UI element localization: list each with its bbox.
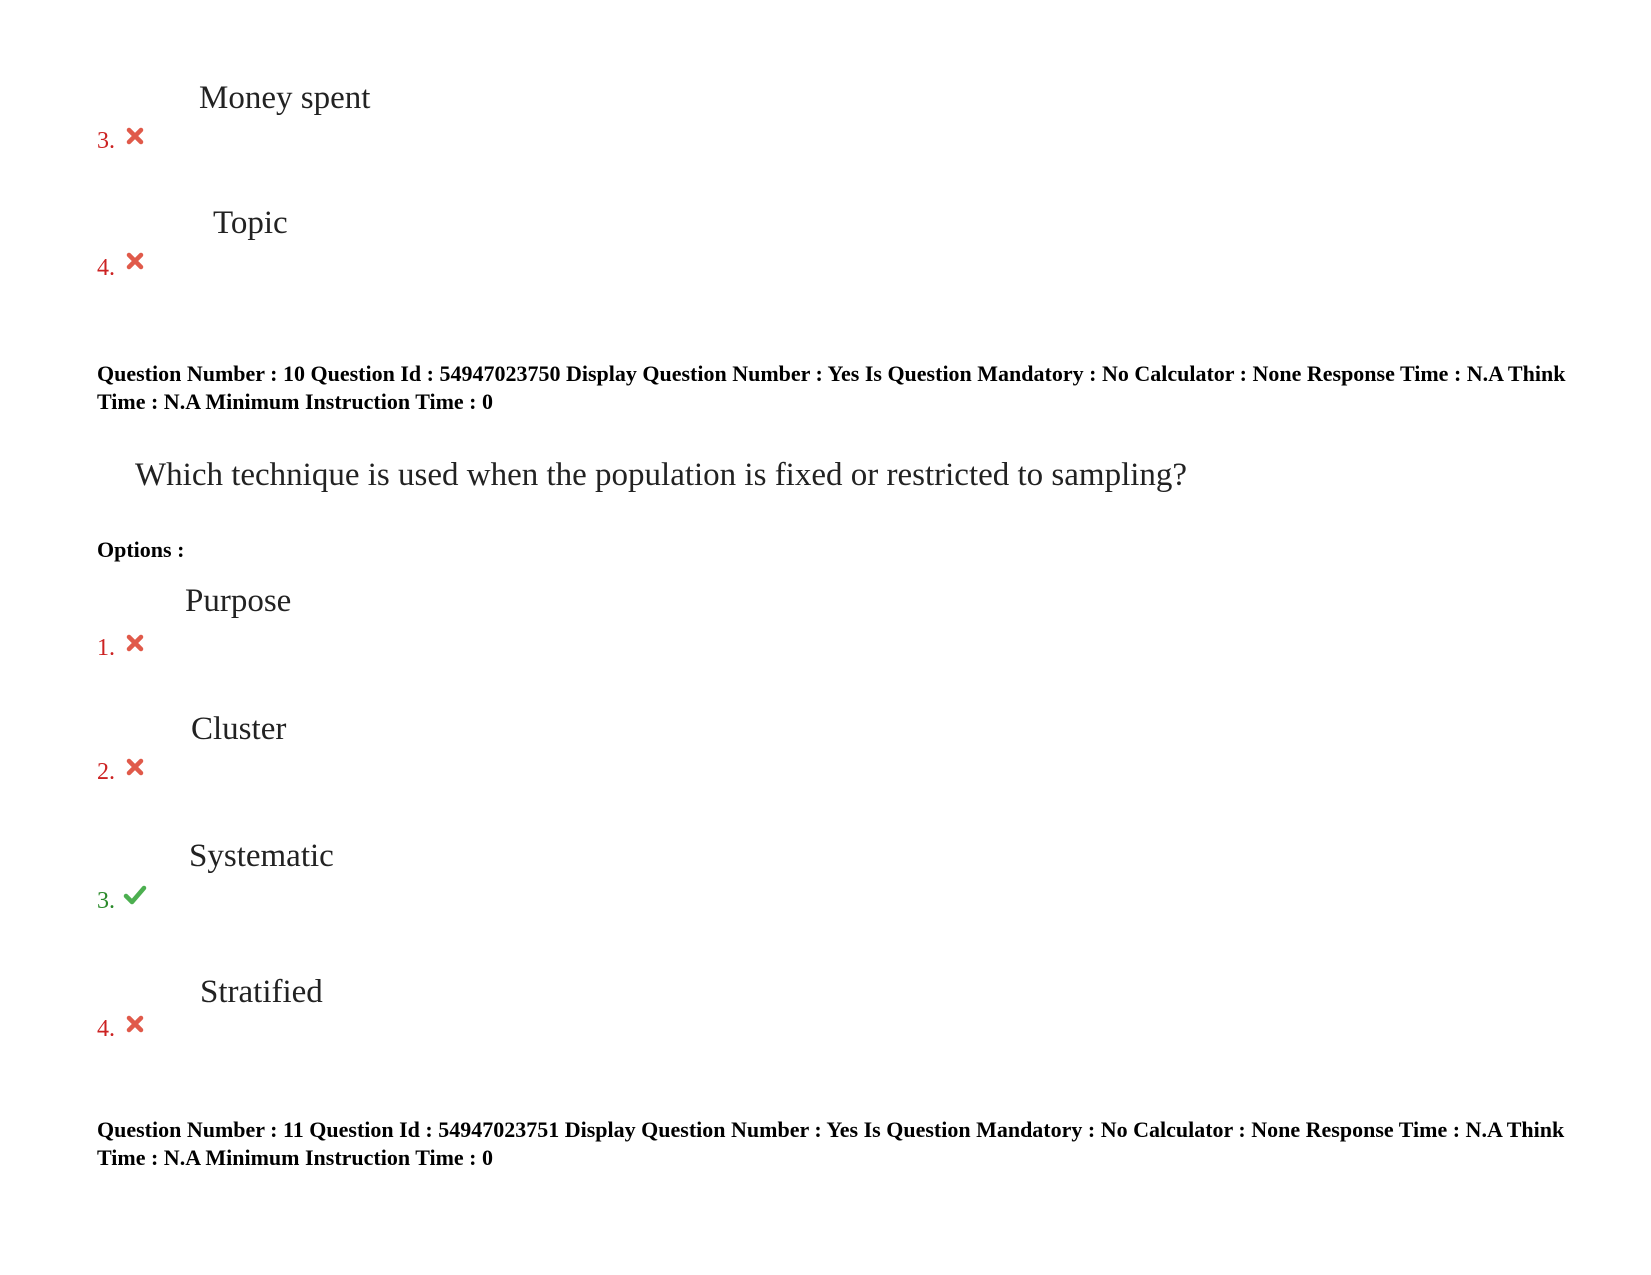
option-number: 4.	[97, 255, 115, 281]
option-text: Topic	[213, 205, 288, 241]
option-text: Stratified	[200, 974, 323, 1010]
cross-icon	[125, 1014, 145, 1034]
cross-icon	[125, 126, 145, 146]
options-label: Options :	[97, 537, 185, 562]
option-text: Systematic	[189, 838, 334, 874]
option-text: Purpose	[185, 583, 292, 619]
question-11-meta: Question Number : 11 Question Id : 54947023751 Display Question Number : Yes Is Question Mandatory : No Calculator : None Response Time : N.A Think Time : N.A Minimum Instruction Time : 0	[97, 1117, 1565, 1170]
question-10-meta: Question Number : 10 Question Id : 54947023750 Display Question Number : Yes Is Question Mandatory : No Calculator : None Response Time : N.A Think Time : N.A Minimum Instruction Time : 0	[97, 361, 1566, 414]
question-10-text: Which technique is used when the population is fixed or restricted to sampling?	[135, 457, 1188, 493]
option-number: 3.	[97, 888, 115, 914]
option-number: 1.	[97, 635, 115, 661]
option-number: 3.	[97, 128, 115, 154]
option-number: 2.	[97, 759, 115, 785]
option-number: 4.	[97, 1016, 115, 1042]
check-icon	[123, 884, 147, 906]
cross-icon	[125, 251, 145, 271]
option-text: Money spent	[199, 80, 371, 116]
option-text: Cluster	[191, 711, 287, 747]
cross-icon	[125, 633, 145, 653]
cross-icon	[125, 757, 145, 777]
